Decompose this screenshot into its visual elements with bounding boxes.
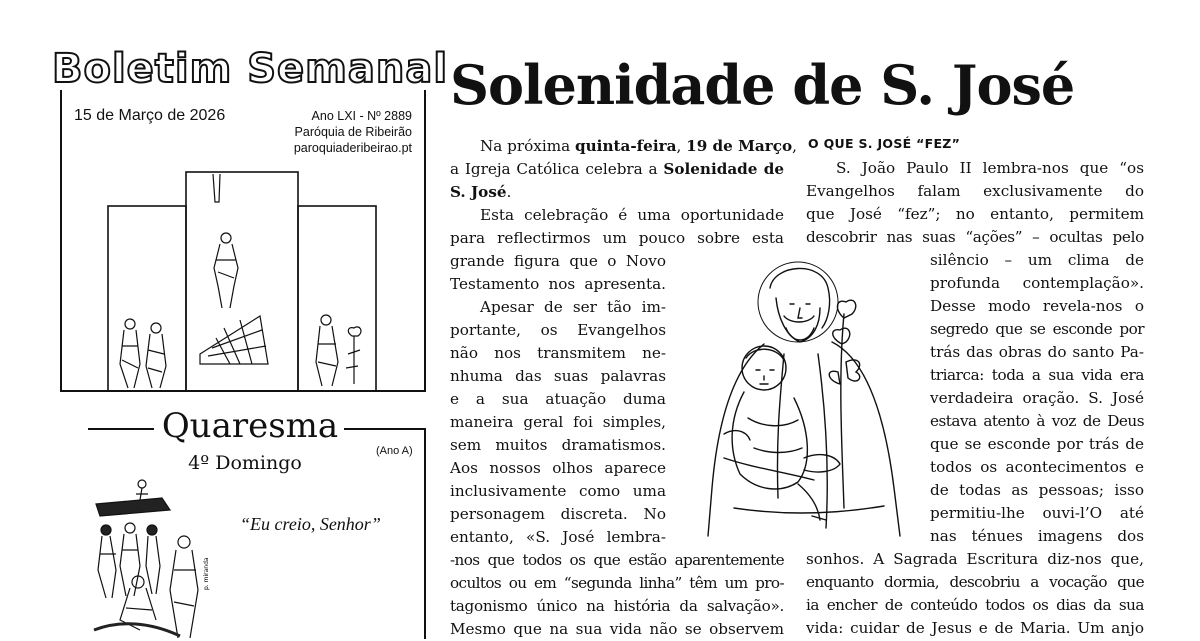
lent-rule-left: [88, 428, 154, 430]
col1-line-22: Mesmo que na sua vida não se observem: [450, 620, 784, 638]
col2-line-16: permitiu-lhe ouvi-l’O até: [930, 504, 1144, 522]
col2-line-1: S. João Paulo II lembra-nos que “os: [836, 159, 1144, 177]
col1-line-9: portante, os Evangelhos: [450, 321, 666, 339]
col2-line-15: de todas as pessoas; isso: [930, 481, 1144, 499]
col2-line-6: profunda contemplação».: [930, 274, 1144, 292]
church-illustration: [100, 168, 390, 392]
col1-line-8: Apesar de ser tão im-: [480, 298, 666, 316]
parish-name: Paróquia de Ribeirão: [294, 125, 412, 139]
issue-number: Ano LXI - Nº 2889: [311, 109, 412, 123]
col2-line-20: ia encher de conteúdo todos os dias da sua: [806, 596, 1144, 614]
bold-date: 19 de Março: [686, 137, 793, 155]
col2-line-17: nas ténues imagens dos: [930, 527, 1144, 545]
col1-line-5: para reflectirmos um pouco sobre esta: [450, 229, 784, 247]
col2-line-8: segredo que se esconde por: [930, 320, 1144, 338]
col1-line-1: Na próxima quinta-feira, 19 de Março,: [480, 137, 797, 155]
col1-line-20: ocultos ou em “segunda linha” têm um pro-: [450, 574, 784, 592]
bulletin-date: 15 de Março de 2026: [74, 107, 226, 124]
col2-line-13: que se esconde por trás de: [930, 435, 1144, 453]
saint-joseph-illustration: [694, 258, 926, 538]
section-title: O QUE S. JOSÉ “FEZ”: [808, 136, 961, 151]
col2-line-18: sonhos. A Sagrada Escritura diz-nos que,: [806, 550, 1144, 568]
col1-line-10: não nos transmitem ne-: [450, 344, 666, 362]
lent-rule-right: [344, 428, 426, 430]
bold-solemnity: Solenidade de: [663, 160, 784, 178]
col2-line-5: silêncio – um clima de: [930, 251, 1144, 269]
col2-line-19: enquanto dormia, descobriu a vocação que: [806, 573, 1144, 591]
col1-line-14: sem muitos dramatismos.: [450, 436, 666, 454]
col2-line-10: triarca: toda a sua vida era: [930, 366, 1144, 384]
col2-line-3: que José “fez”; no entanto, permitem: [806, 205, 1144, 223]
col1-line-11: nhuma das suas palavras: [450, 367, 666, 385]
bold-weekday: quinta-feira: [575, 137, 677, 155]
col1-line-4: Esta celebração é uma oportunidade: [480, 206, 784, 224]
col2-line-2: Evangelhos falam exclusivamente do: [806, 182, 1144, 200]
lent-sunday: 4º Domingo: [188, 452, 302, 474]
gospel-illustration: [90, 470, 230, 639]
liturgical-year: (Ano A): [376, 445, 413, 457]
bold-saint: S. José: [450, 183, 507, 201]
col2-line-14: todos os acontecimentos e: [930, 458, 1144, 476]
col2-line-11: verdadeira oração. S. José: [930, 389, 1144, 407]
col1-line-19: -nos que todos os que estão aparentemente: [450, 551, 784, 569]
col1-line-12: e a sua atuação duma: [450, 390, 666, 408]
col1-line-3: S. José.: [450, 183, 512, 201]
col1-line-18: entanto, «S. José lembra-: [450, 528, 666, 546]
article-headline: Solenidade de S. José: [450, 53, 1075, 117]
col1-line-16: inclusivamente como uma: [450, 482, 666, 500]
col1-line-2: a Igreja Católica celebra a Solenidade de: [450, 160, 784, 178]
col1-line-7: Testamento nos apresenta.: [450, 275, 666, 293]
col1-line-17: personagem discreta. No: [450, 505, 666, 523]
masthead-title: Boletim Semanal: [52, 46, 449, 92]
col2-line-9: trás das obras do santo Pa-: [930, 343, 1144, 361]
lent-quote: “Eu creio, Senhor”: [240, 514, 381, 534]
col1-line-15: Aos nossos olhos aparece: [450, 459, 666, 477]
col1-line-6: grande figura que o Novo: [450, 252, 666, 270]
col2-line-21: vida: cuidar de Jesus e de Maria. Um anjo: [806, 619, 1144, 637]
col2-line-4: descobrir nas suas “ações” – ocultas pelo: [806, 228, 1144, 246]
lent-title: Quaresma: [161, 406, 339, 446]
col1-line-21: tagonismo único na história da salvação».: [450, 597, 784, 615]
lent-box-border: [424, 428, 426, 639]
parish-website: paroquiaderibeirao.pt: [293, 141, 412, 155]
svg-text:p. miranda: p. miranda: [203, 557, 210, 590]
col1-line-13: maneira geral foi simples,: [450, 413, 666, 431]
col2-line-12: estava atento à voz de Deus: [930, 412, 1144, 430]
col2-line-7: Desse modo revela-nos o: [930, 297, 1144, 315]
